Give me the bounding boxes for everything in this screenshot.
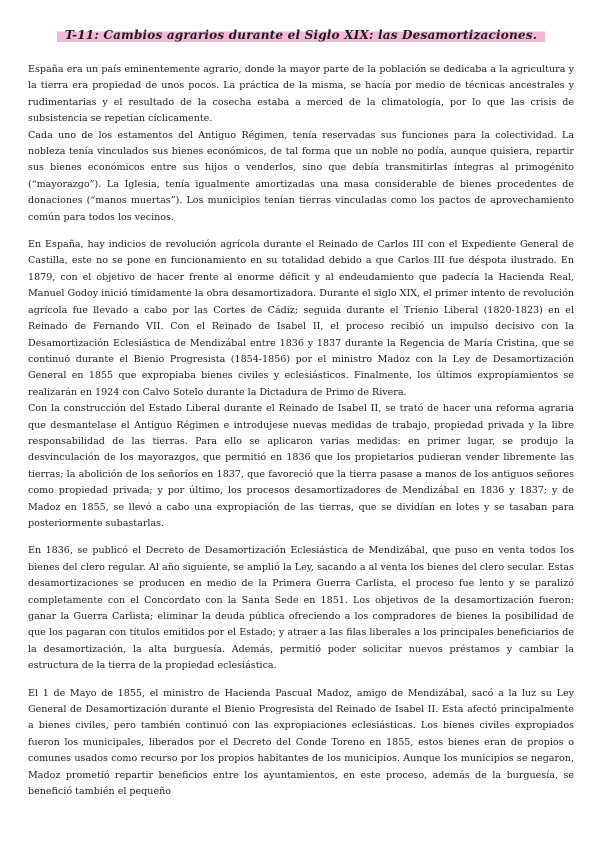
paragraph-5: En 1836, se publicó el Decreto de Desamortización Eclesiástica de Mendizábal, que puso en venta todos los bienes del clero regular. Al año siguiente, se amplió la Ley, sacando a al venta los bienes del clero secular. Estas desamortizaciones se producen en medio de la Primera Guerra Carlista, el proceso fue lento y se paralizó completamente con el Concordato con la Santa Sede en 1851. Los objetivos de la desamortización fueron: ganar la Guerra Carlista; eliminar la deuda pública ofreciendo a los compradores de bienes la posibilidad de que los pagaran con títulos emitidos por el Estado; y atraer a las filas liberales a los principales beneficiarios de la desamortización, la alta burguesía. Además, permitió poder solicitar nuevos préstamos y cambiar la estructura de la tierra de la propiedad eclesiástica. [28, 545, 574, 672]
paragraph-2: Cada uno de los estamentos del Antiguo Régimen, tenía reservadas sus funciones para la colectividad. La nobleza tenía vinculados sus bienes económicos, de tal forma que un noble no podía, aunque quisiera, repartir sus bienes económicos entre sus hijos o venderlos, sino que debía transmitirlas íntegras al primogénito (“mayorazgo”). La Iglesia, tenía igualmente amortizadas una masa considerable de bienes procedentes de donaciones (“manos muertas”). Los municipios tenían tierras vinculadas como los pactos de aprovechamiento común para todos los vecinos. [28, 129, 574, 223]
document-title: T-11: Cambios agrarios durante el Siglo XIX: las Desamortizaciones. [57, 26, 545, 44]
paragraph-1: España era un país eminentemente agrario, donde la mayor parte de la población se dedicaba a la agricultura y la tierra era propiedad de unos pocos. La práctica de la misma, se hacía por medio de técnicas ancestrales y rudimentarias y el resultado de la cosecha estaba a merced de la climatología, por lo que las crisis de subsistencia se repetían cíclicamente. [28, 64, 574, 125]
paragraph-gap [28, 675, 574, 686]
paragraph-4: Con la construcción del Estado Liberal durante el Reinado de Isabel II, se trató de hacer una reforma agraria que desmantelase el Antiguo Régimen e introdujese nuevas medidas de trabajo, propiedad privada y la libre responsabilidad de las tierras. Para ello se aplicaron varias medidas: en primer lugar, se produjo la desvinculación de los mayorazgos, que permitió en 1836 que los propietarios pudieran vender libremente las tierras; la abolición de los señoríos en 1837, que favoreció que la tierra pasase a manos de los antiguos señores como propiedad privada; y por último, los procesos desamortizadores de Mendizábal en 1836 y 1837; y de Madoz en 1855, se llevó a cabo una expropiación de las tierras, que se dividían en lotes y se tasaban para posteriormente subastarlas. [28, 403, 574, 529]
paragraph-3: En España, hay indicios de revolución agrícola durante el Reinado de Carlos III con el Expediente General de Castilla, este no se pone en funcionamiento en su totalidad debido a que Carlos III fue déspota ilustrado. En 1879, con el objetivo de hacer frente al enorme déficit y al endeudamiento que padecía la Hacienda Real, Manuel Godoy inició tímidamente la obra desamortizadora. Durante el siglo XIX, el primer intento de revolución agrícola fue llevado a cabo por las Cortes de Cádiz; seguida durante el Trienio Liberal (1820-1823) en el Reinado de Fernando VII. Con el Reinado de Isabel II, el proceso recibió un impulso decisivo con la Desamortización Eclesiástica de Mendizábal entre 1836 y 1837 durante la Regencia de María Cristina, que se continuó durante el Bienio Progresista (1854-1856) por el ministro Madoz con la Ley de Desamortización General en 1855 que expropiaba bienes civiles y eclesiásticos. Finalmente, los últimos expropiamientos se realizarán en 1924 con Calvo Sotelo durante la Dictadura de Primo de Rivera. [28, 239, 574, 398]
paragraph-gap [28, 532, 574, 543]
paragraph-gap [28, 226, 574, 237]
paragraph-6: El 1 de Mayo de 1855, el ministro de Hacienda Pascual Madoz, amigo de Mendizábal, sacó a la luz su Ley General de Desamortización durante el Bienio Progresista del Reinado de Isabel II. Esta afectó principalmente a bienes civiles, pero también continuó con las expropiaciones eclesiásticas. Los bienes civiles expropiados fueron los municipales, liberados por el Decreto del Conde Toreno en 1855, estos bienes eran de propios o comunes usados como recurso por los propios habitantes de los municipios. Aunque los municipios se negaron, Madoz prometió repartir beneficios entre los ayuntamientos, en este proceso, además de la burguesía, se benefició también el pequeño [28, 687, 574, 798]
title-block [28, 24, 574, 44]
